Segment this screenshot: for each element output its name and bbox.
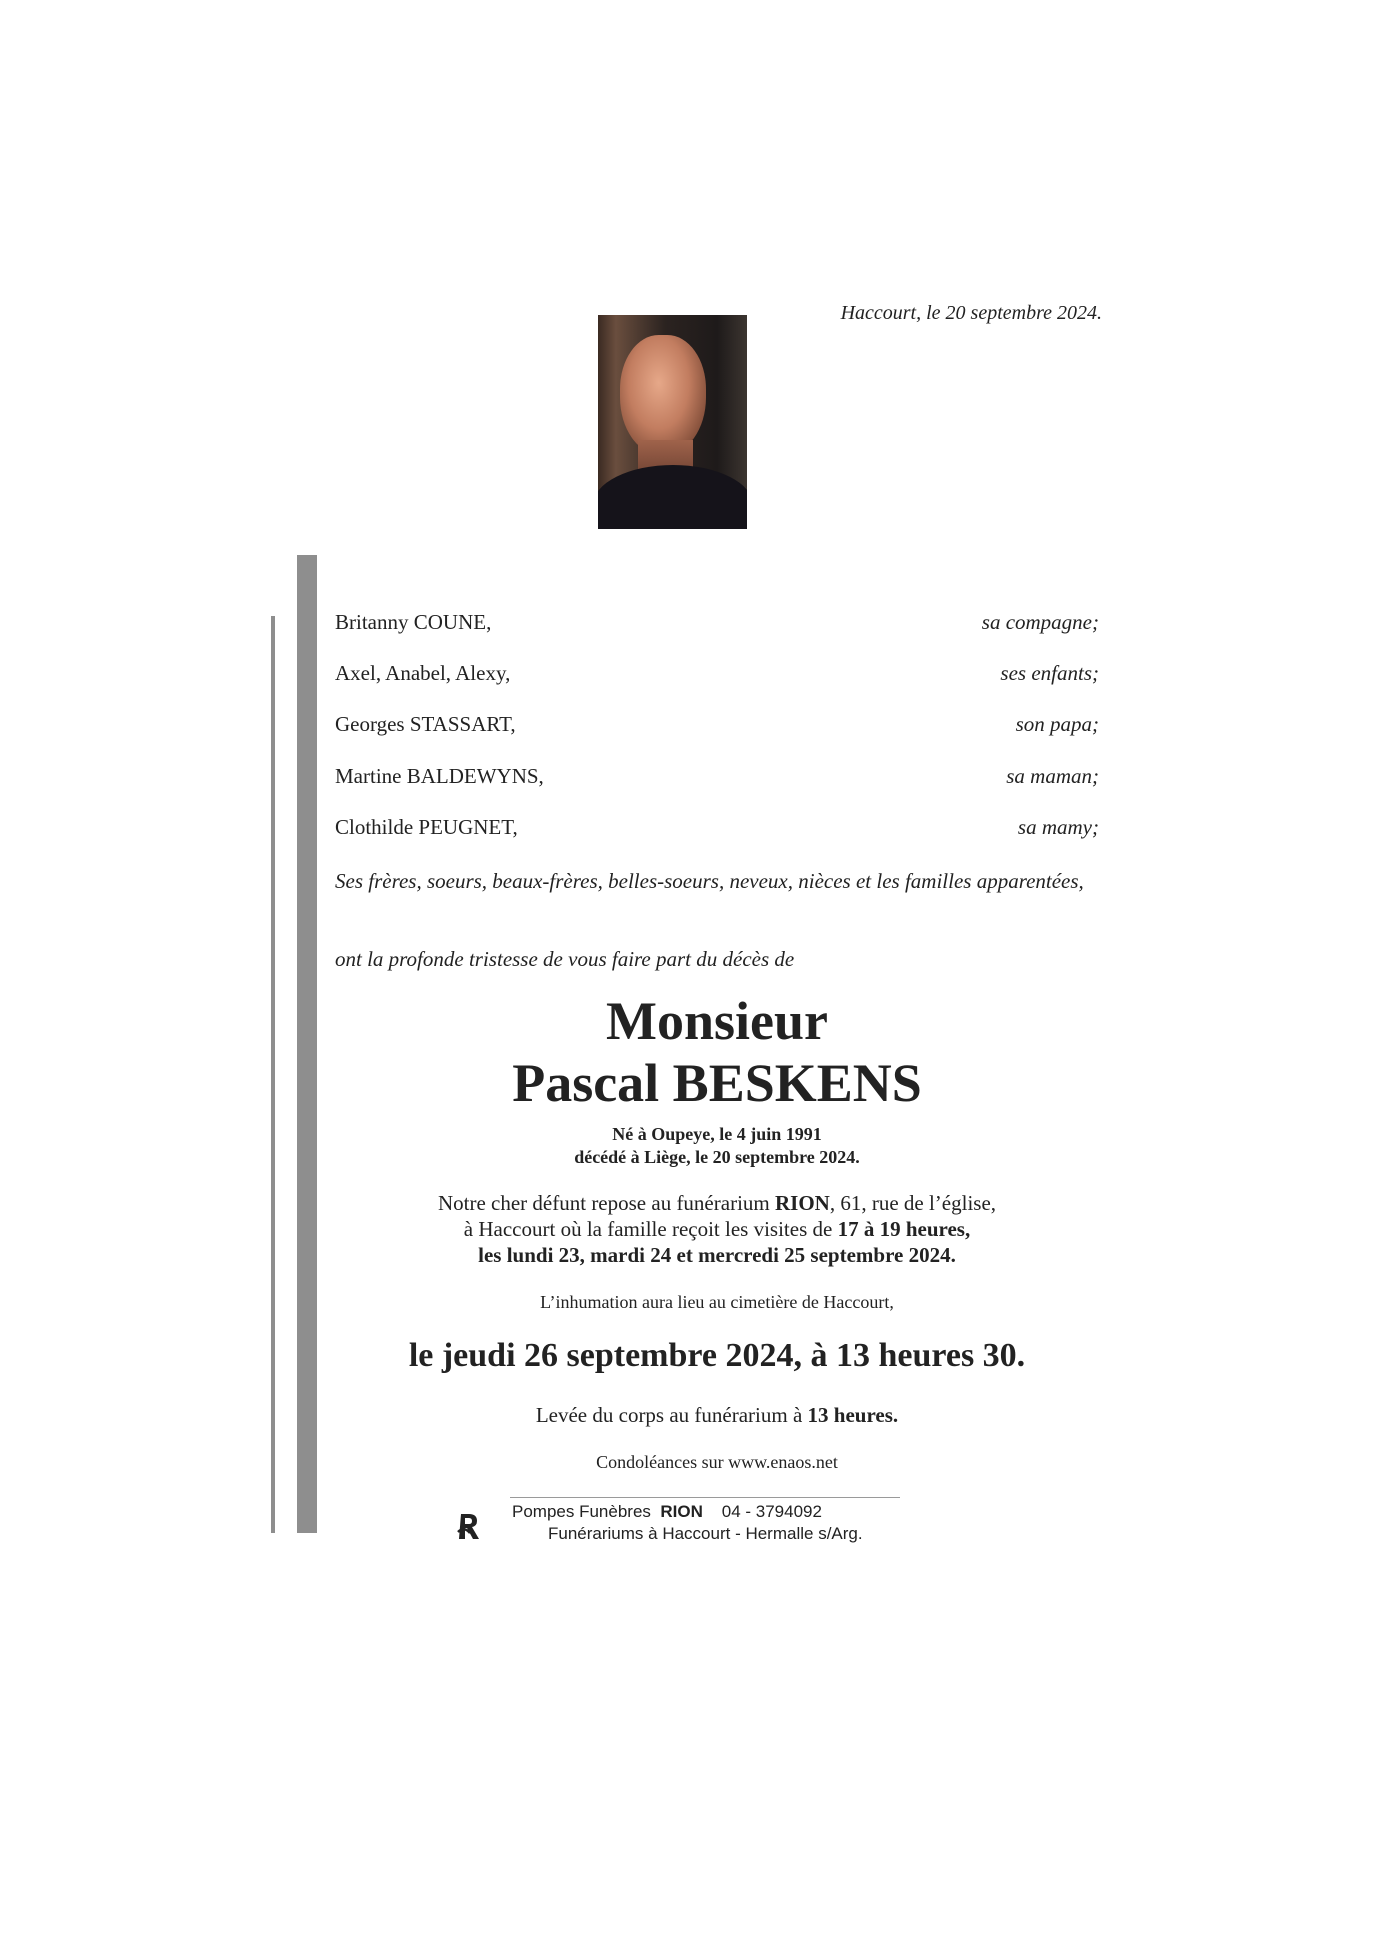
- levee-text: Levée du corps au funérarium à: [535, 1403, 808, 1427]
- family-name: Clothilde PEUGNET,: [335, 815, 518, 839]
- family-name: Axel, Anabel, Alexy,: [335, 661, 511, 685]
- family-relation: sa mamy;: [1017, 815, 1099, 839]
- footer-company: [512, 1502, 822, 1522]
- visit-hours: 17 à 19 heures,: [837, 1217, 971, 1241]
- life-dates: [335, 1123, 1099, 1169]
- footer-company-name: RION: [660, 1502, 703, 1521]
- family-relation: sa compagne;: [981, 610, 1099, 634]
- repose-line-2: [335, 1216, 1099, 1242]
- funeral-home-name: RION: [774, 1191, 830, 1215]
- family-row: [335, 764, 1099, 794]
- levee-line: [335, 1403, 1099, 1428]
- family-row: [335, 610, 1099, 640]
- rion-logo-icon: [456, 1512, 482, 1542]
- footer-company-pre: Pompes Funèbres: [512, 1502, 661, 1521]
- death-line: décédé à Liège, le 20 septembre 2024.: [574, 1147, 860, 1167]
- levee-time: 13 heures.: [807, 1403, 899, 1427]
- side-bar-thin: [271, 616, 275, 1533]
- family-name: Martine BALDEWYNS,: [335, 764, 544, 788]
- family-name: Georges STASSART,: [335, 712, 516, 736]
- family-relation: ses enfants;: [1000, 661, 1099, 685]
- repose-address: , 61, rue de l’église,: [829, 1191, 997, 1215]
- visit-days: les lundi 23, mardi 24 et mercredi 25 septembre 2024.: [478, 1243, 956, 1267]
- condolences-line: Condoléances sur www.enaos.net: [596, 1452, 838, 1472]
- footer-phone: 04 - 3794092: [702, 1502, 822, 1521]
- family-relation: sa maman;: [1006, 764, 1099, 788]
- place-date: Haccourt, le 20 septembre 2024.: [840, 302, 1102, 324]
- repose-text: Notre cher défunt repose au funérarium: [437, 1191, 775, 1215]
- burial-intro: L’inhumation aura lieu au cimetière de Haccourt,: [540, 1292, 894, 1312]
- family-relation: son papa;: [1015, 712, 1099, 736]
- birth-line: Né à Oupeye, le 4 juin 1991: [612, 1124, 822, 1144]
- repose-block: [335, 1190, 1099, 1268]
- announcement: ont la profonde tristesse de vous faire part du décès de: [335, 947, 795, 971]
- burial-datetime: le jeudi 26 septembre 2024, à 13 heures 30.: [408, 1337, 1026, 1374]
- family-row: [335, 661, 1099, 691]
- deceased-title: Monsieur: [606, 991, 828, 1051]
- footer-divider: [510, 1497, 900, 1498]
- repose-line-3: [335, 1242, 1099, 1268]
- extended-family: Ses frères, soeurs, beaux-frères, belles-soeurs, neveux, nièces et les familles apparentées,: [335, 869, 1084, 893]
- deceased-name: Pascal BESKENS: [512, 1053, 922, 1113]
- portrait-photo: [598, 315, 747, 529]
- portrait-shirt: [598, 465, 747, 529]
- repose-visits-text: à Haccourt où la famille reçoit les visites de: [463, 1217, 838, 1241]
- family-row: [335, 815, 1099, 845]
- side-bar-thick: [297, 555, 317, 1533]
- family-row: [335, 712, 1099, 742]
- footer-locations: Funérariums à Haccourt - Hermalle s/Arg.: [548, 1524, 863, 1543]
- portrait-face: [620, 335, 706, 455]
- repose-line-1: [335, 1190, 1099, 1216]
- family-name: Britanny COUNE,: [335, 610, 492, 634]
